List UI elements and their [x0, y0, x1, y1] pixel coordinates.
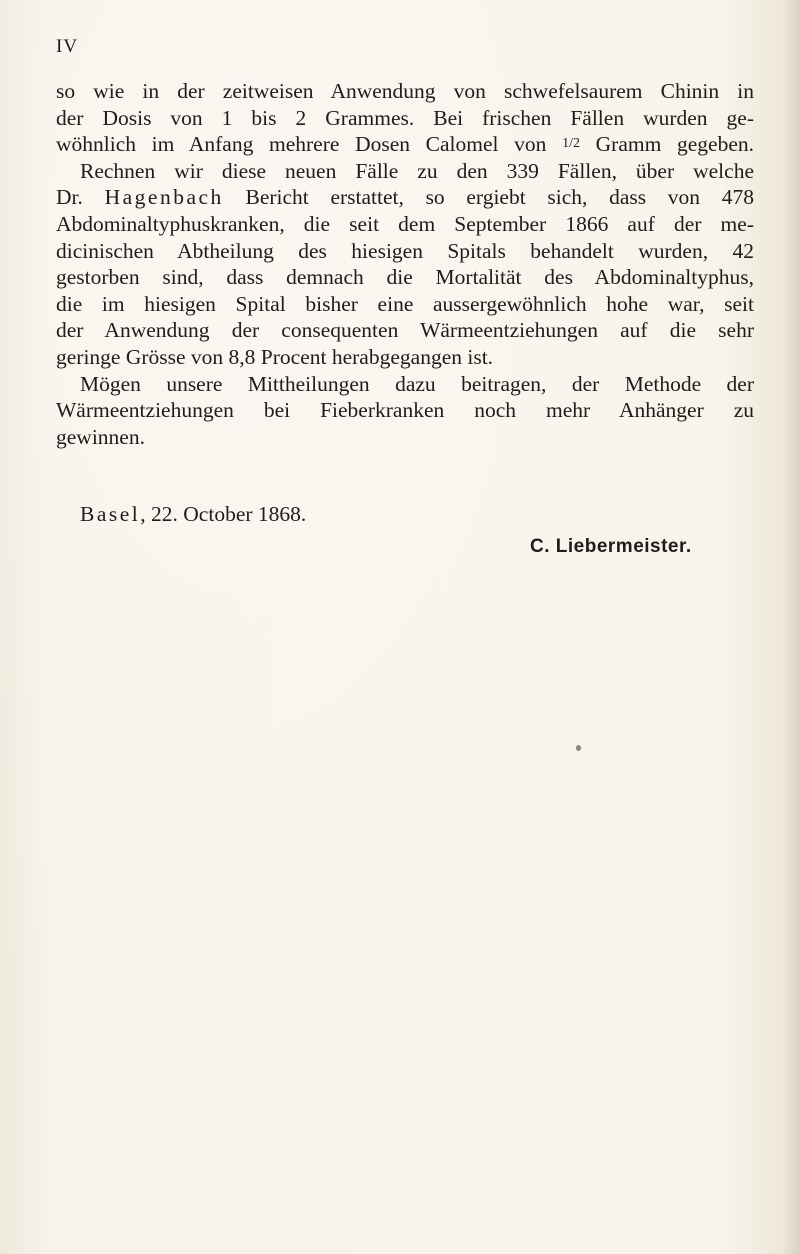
text-fragment: Dr.: [56, 185, 105, 210]
text-line: gestorben sind, dass demnach die Mortalität des Abdominaltyphus,: [56, 265, 754, 290]
text-line: geringe Grösse von 8,8 Procent herabgegangen ist.: [56, 344, 494, 369]
body-text: [56, 78, 754, 450]
text-line: [56, 184, 754, 211]
text-line: Wärmeentziehungen bei Fieberkranken noch mehr Anhänger zu: [56, 398, 754, 423]
fraction-half: 1/2: [562, 136, 580, 152]
text-line: die im hiesigen Spital bisher eine aussergewöhnlich hohe war, seit: [56, 291, 754, 316]
text-line: so wie in der zeitweisen Anwendung von schwefelsaurem Chinin in: [56, 79, 754, 103]
text-line: dicinischen Abtheilung des hiesigen Spitals behandelt wurden, 42: [56, 238, 754, 263]
signature: C. Liebermeister.: [530, 536, 692, 557]
page-number: IV: [56, 36, 79, 57]
text-fragment: Gramm gegeben.: [579, 132, 754, 157]
dateline: [80, 502, 306, 527]
author-name-spaced: Hagenbach: [104, 185, 224, 210]
text-line: Mögen unsere Mittheilungen dazu beitragen, der Methode der: [80, 371, 754, 396]
text-line: der Anwendung der consequenten Wärmeentziehungen auf die sehr: [56, 318, 754, 343]
text-line: Rechnen wir diese neuen Fälle zu den 339 Fällen, über welche: [80, 158, 754, 183]
ink-speck: [576, 745, 581, 751]
date-text: , 22. October 1868.: [140, 502, 307, 526]
page-edge-shadow: [782, 0, 800, 1254]
text-fragment: Bericht erstattet, so ergiebt sich, dass von 478: [223, 185, 754, 210]
text-line: gewinnen.: [56, 424, 145, 449]
text-line: Abdominaltyphuskranken, die seit dem September 1866 auf der me-: [56, 211, 754, 236]
text-line: [56, 131, 754, 158]
text-fragment: wöhnlich im Anfang mehrere Dosen Calomel von: [56, 132, 563, 157]
text-line: der Dosis von 1 bis 2 Grammes. Bei frischen Fällen wurden ge-: [56, 105, 754, 130]
place-name: Basel: [80, 502, 141, 526]
